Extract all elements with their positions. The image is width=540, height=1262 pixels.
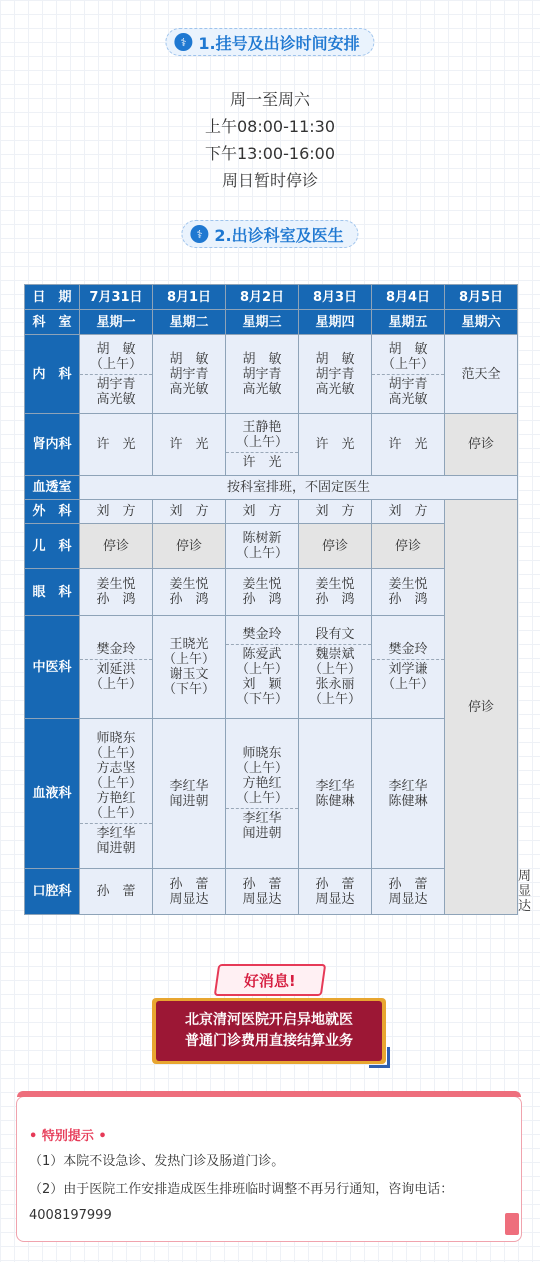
schedule-cell: 许 光	[372, 414, 445, 476]
promo-line: 普通门诊费用直接结算业务	[185, 1033, 353, 1049]
table-row	[25, 335, 518, 414]
table-row: 口腔科 孙 蕾 孙 蕾 周显达 孙 蕾 周显达 孙 蕾 周显达 孙 蕾 周显达 周显达	[25, 869, 518, 915]
weekday-header: 星期一	[80, 310, 153, 335]
schedule-cell: 停诊	[445, 414, 518, 476]
weekday-header: 星期六	[445, 310, 518, 335]
schedule-cell: 刘 方	[153, 500, 226, 524]
dept-name: 血透室	[25, 476, 80, 500]
doctor-name: 李红华 闻进朝	[226, 808, 298, 843]
schedule-cell	[372, 616, 445, 719]
doctor-name: 段有文	[315, 627, 355, 642]
hours-line: 下午13:00-16:00	[205, 144, 335, 163]
notice-top-bar	[17, 1091, 521, 1097]
schedule-cell: 停诊	[299, 524, 372, 569]
schedule-cell: 许 光	[80, 414, 153, 476]
schedule-cell	[226, 414, 299, 476]
table-row	[25, 414, 518, 476]
schedule-cell: 陈树新 （上午）	[226, 524, 299, 569]
schedule-cell: 李红华 闻进朝	[153, 719, 226, 869]
schedule-cell: 孙 蕾 周显达	[299, 869, 372, 915]
stethoscope-icon: ⚕	[190, 225, 208, 243]
special-notice	[16, 1096, 522, 1242]
schedule-cell	[80, 719, 153, 869]
dept-name: 血液科	[25, 719, 80, 869]
schedule-cell: 姜生悦 孙 鸿	[153, 569, 226, 616]
doctor-schedule-table	[24, 284, 532, 915]
weekday-header: 星期三	[226, 310, 299, 335]
doctor-name: 师晓东 （上午） 方志坚 （上午） 方艳红 （上午）	[89, 731, 142, 821]
dept-name: 肾内科	[25, 414, 80, 476]
date-header: 8月4日	[372, 285, 445, 310]
dept-name: 眼 科	[25, 569, 80, 616]
date-header: 8月5日	[445, 285, 518, 310]
hours-line: 上午08:00-11:30	[205, 117, 335, 136]
dept-name: 儿 科	[25, 524, 80, 569]
schedule-cell: 刘 方	[80, 500, 153, 524]
schedule-cell: 孙 蕾 周显达	[372, 869, 445, 915]
doctor-name: 王静艳 （上午）	[235, 419, 288, 450]
schedule-cell	[226, 616, 299, 719]
doctor-name: 胡宇青 高光敏	[372, 374, 444, 409]
section-title-schedule	[165, 28, 374, 56]
schedule-cell	[80, 335, 153, 414]
section-title-departments	[181, 220, 358, 248]
schedule-cell: 孙 蕾	[80, 869, 153, 915]
doctor-name: 魏崇斌 （上午） 张永丽 （上午）	[299, 644, 371, 709]
doctor-name: 刘学谦 （上午）	[372, 659, 444, 694]
dept-name: 中医科	[25, 616, 80, 719]
notice-item: （2）由于医院工作安排造成医生排班临时调整不再另行通知，咨询电话：4008197999	[29, 1182, 454, 1223]
schedule-cell: 孙 蕾 周显达	[153, 869, 226, 915]
section-title-text: 2.出诊科室及医生	[214, 225, 344, 245]
doctor-name: 师晓东 （上午） 方艳红 （上午）	[235, 746, 288, 806]
weekday-header: 星期四	[299, 310, 372, 335]
promo-announcement[interactable]	[152, 998, 386, 1064]
schedule-cell: 停诊	[80, 524, 153, 569]
schedule-cell: 刘 方	[299, 500, 372, 524]
date-header: 8月3日	[299, 285, 372, 310]
schedule-cell: 姜生悦 孙 鸿	[226, 569, 299, 616]
hours-line: 周一至周六	[229, 90, 310, 109]
schedule-cell: 许 光	[153, 414, 226, 476]
table-row	[25, 476, 518, 500]
schedule-cell: 李红华 陈健琳	[299, 719, 372, 869]
table-row	[25, 524, 518, 569]
promo-line: 北京清河医院开启异地就医	[185, 1012, 353, 1028]
weekday-header: 星期二	[153, 310, 226, 335]
weekday-header: 星期五	[372, 310, 445, 335]
schedule-cell	[299, 616, 372, 719]
doctor-name: 刘延洪 （上午）	[80, 659, 152, 694]
bookmark-icon	[505, 1213, 519, 1235]
stethoscope-icon: ⚕	[174, 33, 192, 51]
dept-label: 科 室	[25, 310, 80, 335]
schedule-cell: 李红华 陈健琳	[372, 719, 445, 869]
good-news-tag	[214, 964, 326, 996]
schedule-cell: 姜生悦 孙 鸿	[299, 569, 372, 616]
table-row	[25, 569, 518, 616]
doctor-name: 樊金玲	[242, 627, 282, 642]
schedule-cell: 胡 敏 胡宇青 高光敏	[299, 335, 372, 414]
schedule-cell	[226, 719, 299, 869]
schedule-cell: 停诊	[153, 524, 226, 569]
schedule-cell: 刘 方	[372, 500, 445, 524]
schedule-cell: 胡 敏 胡宇青 高光敏	[226, 335, 299, 414]
dept-name: 外 科	[25, 500, 80, 524]
notice-item: （1）本院不设急诊、发热门诊及肠道门诊。	[29, 1154, 285, 1169]
schedule-cell: 胡 敏 胡宇青 高光敏	[153, 335, 226, 414]
good-news-text: 好消息!	[244, 971, 296, 990]
date-header: 7月31日	[80, 285, 153, 310]
schedule-cell: 刘 方	[226, 500, 299, 524]
doctor-name: 李红华 闻进朝	[80, 823, 152, 858]
schedule-cell	[372, 335, 445, 414]
hours-line: 周日暂时停诊	[221, 171, 318, 190]
doctor-name: 胡 敏 （上午）	[381, 341, 434, 372]
schedule-cell: 姜生悦 孙 鸿	[372, 569, 445, 616]
schedule-cell	[80, 616, 153, 719]
doctor-name: 胡 敏 （上午）	[89, 341, 142, 372]
doctor-name: 樊金玲	[388, 642, 428, 657]
schedule-cell: 姜生悦 孙 鸿	[80, 569, 153, 616]
schedule-cell: 停诊	[372, 524, 445, 569]
doctor-name: 樊金玲	[96, 642, 136, 657]
schedule-cell: 孙 蕾 周显达	[226, 869, 299, 915]
doctor-name: 许 光	[226, 452, 298, 472]
section-title-text: 1.挂号及出诊时间安排	[198, 33, 360, 53]
schedule-cell: 范天全	[445, 335, 518, 414]
schedule-cell: 王晓光 （上午） 谢玉文 （下午）	[153, 616, 226, 719]
schedule-cell: 许 光	[299, 414, 372, 476]
dept-name: 口腔科	[25, 869, 80, 915]
promo-banner	[0, 960, 540, 1070]
date-label: 日 期	[25, 285, 80, 310]
table-row	[25, 616, 518, 719]
date-header: 8月2日	[226, 285, 299, 310]
date-header: 8月1日	[153, 285, 226, 310]
schedule-note: 按科室排班，不固定医生	[80, 476, 518, 500]
schedule-cell-saturday: 停诊	[445, 500, 518, 915]
doctor-name: 胡宇青 高光敏	[80, 374, 152, 409]
table-row	[25, 719, 518, 869]
table-row	[25, 500, 518, 524]
doctor-name: 陈爱武 （上午） 刘 颖 （下午）	[226, 644, 298, 709]
clinic-hours	[0, 86, 540, 194]
notice-title: • 特别提示 •	[29, 1129, 107, 1144]
decorative-corner	[369, 1047, 390, 1068]
dept-name: 内 科	[25, 335, 80, 414]
